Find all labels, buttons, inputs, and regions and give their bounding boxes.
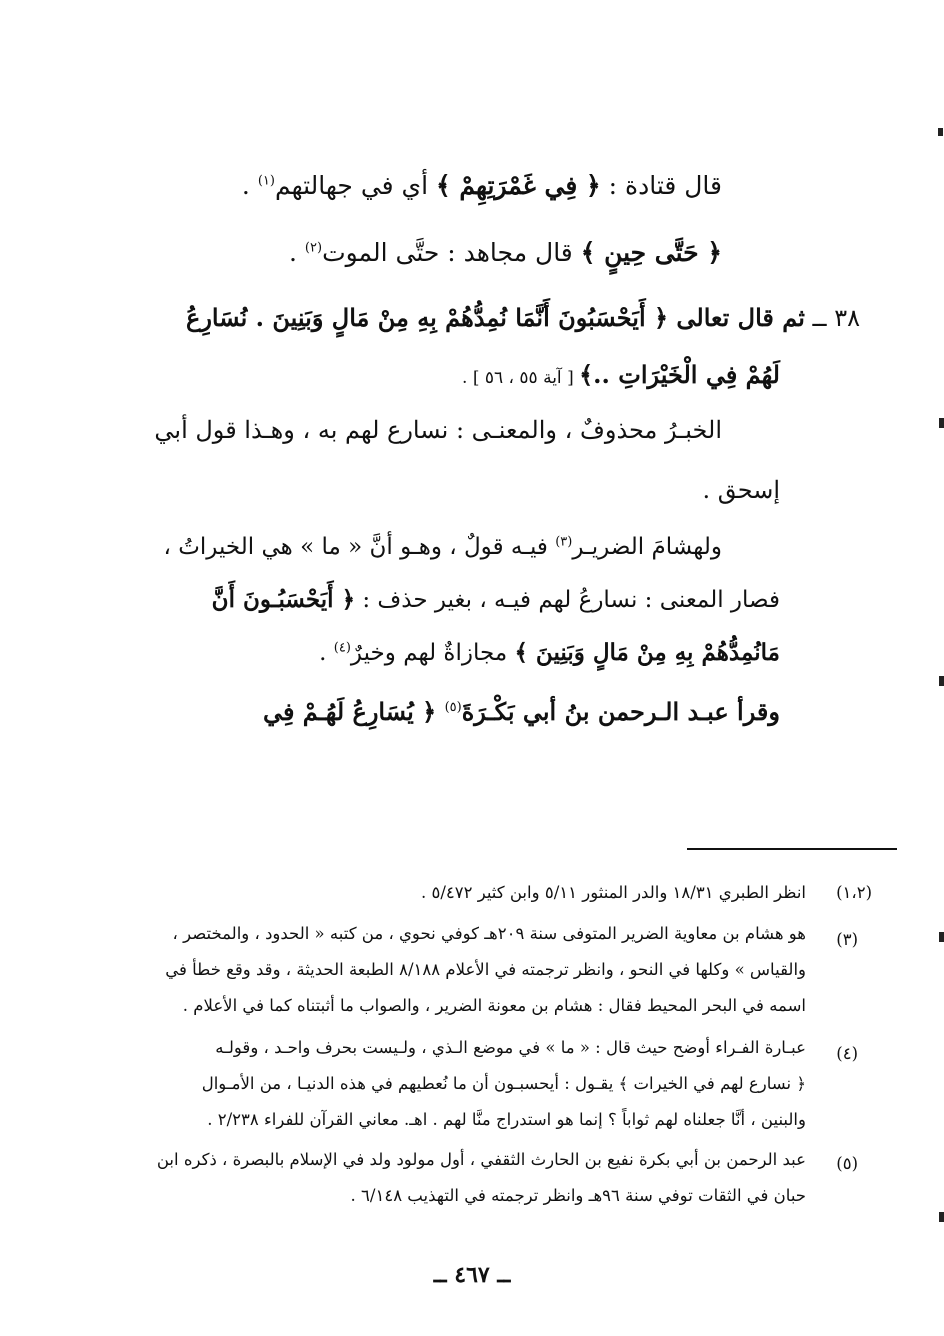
footnote-ref: (١) [257, 173, 275, 189]
quran-verse: ﴿ فِي غَمْرَتِهِمْ ﴾ [436, 171, 601, 200]
scan-edge-mark [938, 128, 943, 136]
text-line-8: فصار المعنى : نسارعُ لهم فيـه ، بغير حذف : ﴿ أَيَحْسَبُـونَ أَنَّ [211, 586, 780, 613]
footnote-text: والبنين ، أنَّا جعلناه لهم ثواباً ؟ إنما هو استدراج منَّا لهم . اهـ. معاني القرآن للفراء ٢/٢٣٨ . [207, 1110, 806, 1129]
footnote-text: اسمه في البحر المحيط فقال : هشام بن معونة الضرير ، والصواب ما أثبتناه كما في الأعلام . [182, 996, 806, 1015]
text-line-2: ﴿ حَتَّى حِينٍ ﴾ قال مجاهد : حتَّى الموت$^{(٢)}$ . [289, 238, 722, 267]
footnote-text: حبان في الثقات توفي سنة ٩٦هـ وانظر ترجمته في التهذيب ٦/١٤٨ . [350, 1186, 806, 1205]
footnote-text: انظر الطبري ١٨/٣١ والدر المنثور ٥/١١ وابن كثير ٥/٤٧٢ . [420, 883, 806, 902]
scan-edge-mark [939, 418, 944, 428]
text-line-4 [462, 355, 780, 398]
footnote-text: هو هشام بن معاوية الضرير المتوفى سنة ٢٠٩هـ كوفي نحوي ، من كتبه « الحدود ، والمختصر ، [172, 924, 806, 943]
text-line-7: ولهشامَ الضريـر$^{(٣)}$ فيـه قولٌ ، وهـو أنَّ « ما » هي الخيراتُ ، [163, 534, 722, 560]
scan-edge-mark [939, 676, 944, 686]
footnote-ref: (٢) [304, 240, 323, 256]
footnote-text: عبـارة الفـراء أوضح حيث قال : « ما » في موضع الـذي ، ولـيست بحرف واحـد ، وقولـه [215, 1038, 806, 1057]
footnote-text: عبد الرحمن بن أبي بكرة نفيع بن الحارث الثقفي ، أول مولود ولد في الإسلام بالبصرة ، ذكره ابن [156, 1150, 806, 1169]
text-line-3: ٣٨ ــ ثم قال تعالى ﴿ أَيَحْسَبُونَ أَنَّمَا نُمِدُّهُمْ بِهِ مِنْ مَالٍ وَبَنِينَ . نُسَارِعُ [186, 303, 860, 332]
verse-reference: [ آية ٥٥ ، ٥٦ ] . [462, 368, 580, 388]
text-line-1: قال قتادة : ﴿ فِي غَمْرَتِهِمْ ﴾ أي في جهالتهم$^{(١)}$ . [241, 171, 722, 200]
text-line-5: الخبـرُ محذوفٌ ، والمعنـى : نسارع لهم به ، وهـذا قول أبي [154, 416, 722, 444]
quran-verse: مَانُمِدُّهُمْ بِهِ مِنْ مَالٍ وَبَنِينَ ﴾ [514, 639, 780, 666]
footnote-ref: (٥) [444, 700, 462, 715]
footnote-number: (٤) [836, 1044, 858, 1063]
footnote-ref: (٣) [555, 534, 573, 550]
entry-number: ٣٨ ــ [804, 304, 860, 332]
quran-verse: ﴿ حَتَّى حِينٍ ﴾ [580, 238, 722, 267]
footnote-number: (١،٢) [836, 883, 872, 902]
text-line-9: مَانُمِدُّهُمْ بِهِ مِنْ مَالٍ وَبَنِينَ ﴾ مجازاةٌ لهم وخيرٌ$^{(٤)}$ . [319, 639, 780, 666]
scan-edge-mark [939, 1212, 944, 1222]
scan-edge-mark [939, 932, 944, 942]
quran-verse: ﴿ أَيَحْسَبُونَ أَنَّمَا نُمِدُّهُمْ بِهِ مِنْ مَالٍ وَبَنِينَ . نُسَارِعُ [186, 303, 669, 332]
footnote-ref: (٤) [333, 640, 351, 656]
page-number: ــ ٤٦٧ ــ [433, 1262, 511, 1288]
text-line-10: وقرأ عبـد الـرحمن بنُ أبي بَكْـرَةَ$^{(٥)}$ ﴿ يُسَارِعُ لَهُـمْ فِي [262, 697, 780, 726]
quran-verse: لَهُمْ فِي الْخَيْرَاتِ ..﴾ [579, 360, 780, 389]
footnote-separator [687, 848, 897, 850]
text-line-6: إسحق . [702, 476, 780, 504]
footnote-number: (٥) [836, 1154, 858, 1173]
footnote-text: والقياس » وكلها في النحو ، وانظر ترجمته في الأعلام ٨/١٨٨ الطبعة الحديثة ، وقد وقع خطأ في [165, 960, 806, 979]
footnote-number: (٣) [836, 930, 858, 949]
quran-verse: ﴿ أَيَحْسَبُـونَ أَنَّ [211, 586, 356, 613]
quran-verse: ﴿ يُسَارِعُ لَهُـمْ فِي [262, 697, 445, 726]
footnote-text: ﴿ نسارع لهم في الخيرات ﴾ يقـول : أيحسبـون أن ما نُعطيهم في هذه الدنيـا ، من الأمـوال [201, 1074, 806, 1093]
